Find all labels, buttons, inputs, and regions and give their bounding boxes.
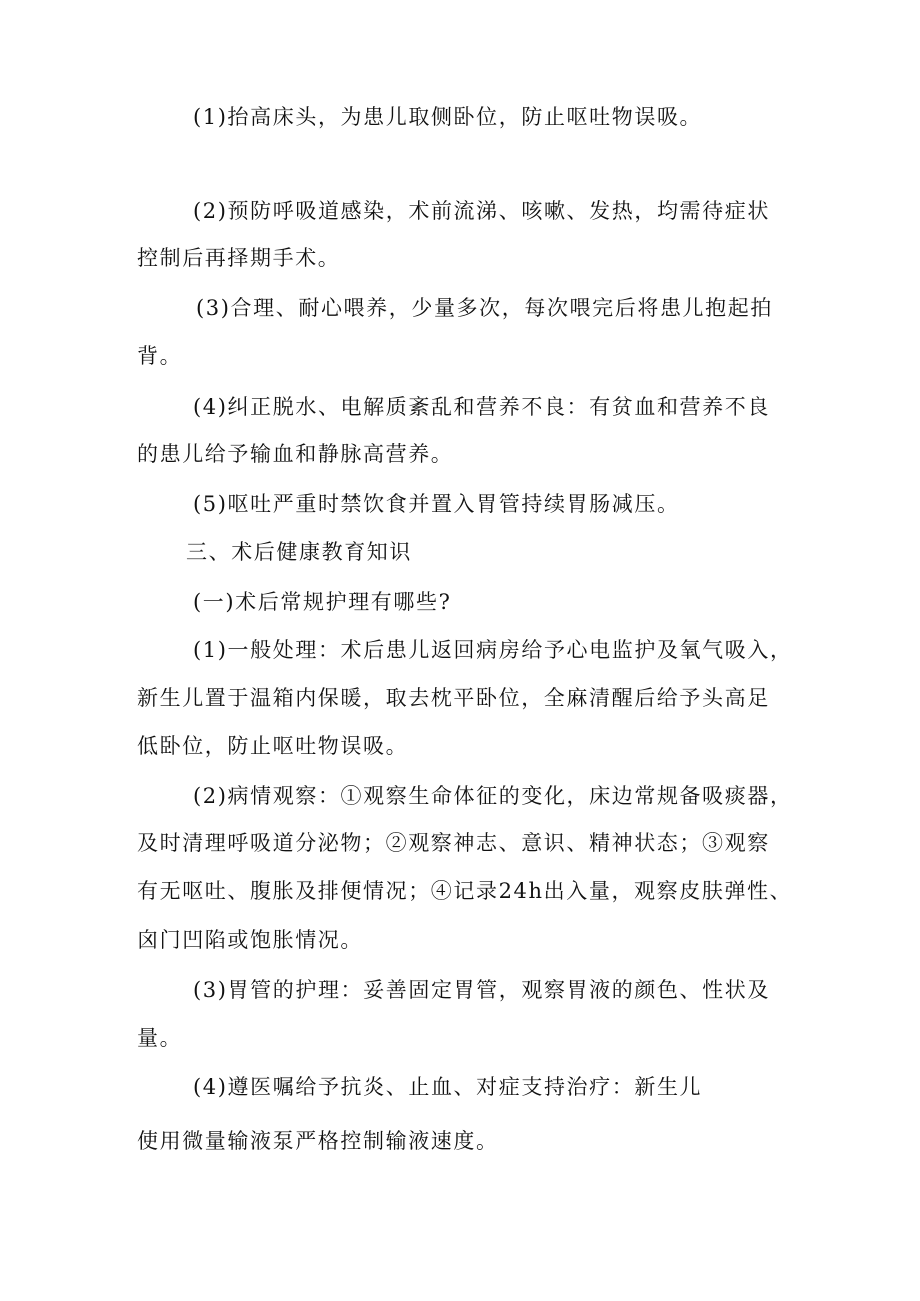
text-line: 的患儿给予输血和静脉高营养。	[137, 442, 454, 466]
text-line: 使用微量输液泵严格控制输液速度。	[137, 1129, 499, 1153]
text-line: (1)抬高床头，为患儿取侧卧位，防止呕吐物误吸。	[193, 105, 703, 129]
text-line: 及时清理呼吸道分泌物；②观察神志、意识、精神状态；③观察	[137, 831, 770, 855]
text-line: 控制后再择期手术。	[137, 246, 341, 270]
text-line: (1)一般处理：术后患儿返回病房给予心电监护及氧气吸入，	[193, 638, 793, 662]
text-line: 背。	[137, 344, 183, 368]
text-line: 低卧位，防止呕吐物误吸。	[137, 734, 409, 758]
text-line: (3)合理、耐心喂养，少量多次，每次喂完后将患儿抱起拍	[196, 296, 773, 320]
section-heading: 三、术后健康教育知识	[186, 540, 412, 564]
text-line: 有无呕吐、腹胀及排便情况；④记录24h出入量，观察皮肤弹性、	[137, 879, 793, 903]
text-line: 量。	[137, 1026, 183, 1050]
text-line: (2)预防呼吸道感染，术前流涕、咳嗽、发热，均需待症状	[193, 199, 770, 223]
text-line: (4)纠正脱水、电解质紊乱和营养不良：有贫血和营养不良	[193, 395, 770, 419]
text-line: (4)遵医嘱给予抗炎、止血、对症支持治疗：新生儿	[193, 1075, 703, 1099]
text-line: (3)胃管的护理：妥善固定胃管，观察胃液的颜色、性状及	[193, 978, 770, 1002]
text-line: 囟门凹陷或饱胀情况。	[137, 928, 363, 952]
subsection-heading: (一)术后常规护理有哪些?	[193, 590, 452, 614]
text-line: 新生儿置于温箱内保暖，取去枕平卧位，全麻清醒后给予头高足	[137, 686, 770, 710]
text-line: (2)病情观察：①观察生命体征的变化，床边常规备吸痰器，	[193, 784, 793, 808]
text-line: (5)呕吐严重时禁饮食并置入胃管持续胃肠减压。	[193, 492, 680, 516]
